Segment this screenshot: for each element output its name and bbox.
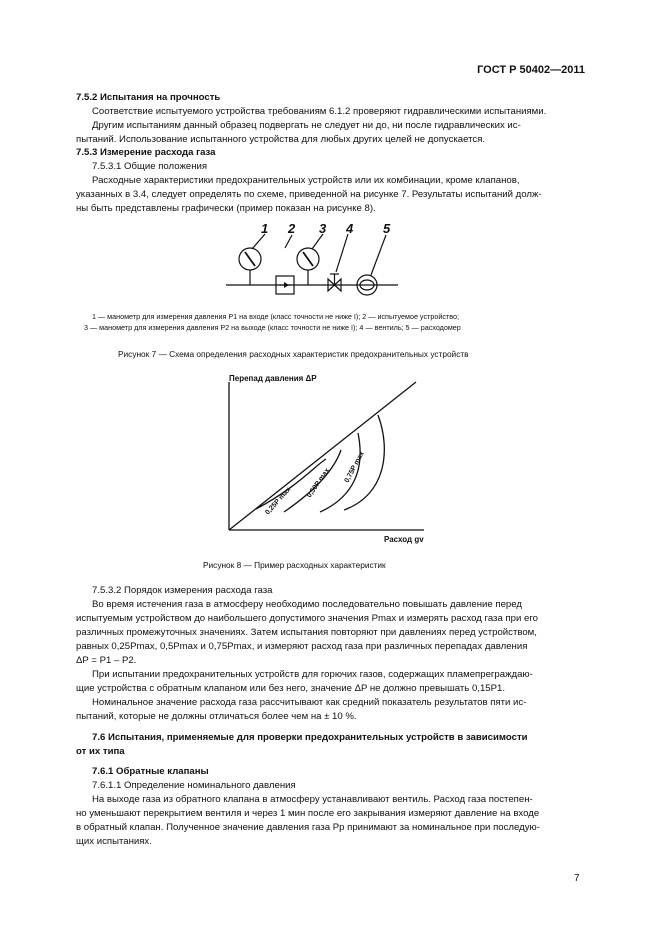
figure-7-legend-line: 3 — манометр для измерения давления P2 на выходе (класс точности не ниже I); 4 — вентиль; 5 — расходомер xyxy=(84,323,461,332)
section-title-7-5-3: 7.5.3 Измерение расхода газа xyxy=(76,147,216,158)
figure-7-legend-line: 1 — манометр для измерения давления P1 на входе (класс точности не ниже I); 2 — испытуемое устройство; xyxy=(92,312,459,321)
figure-7-label-3: 3 xyxy=(319,222,327,236)
section-title-7-6-1: 7.6.1 Обратные клапаны xyxy=(92,766,209,777)
section-title-7-5-2: 7.5.2 Испытания на прочность xyxy=(76,92,221,103)
paragraph-line: На выходе газа из обратного клапана в атмосферу устанавливают вентиль. Расход газа постепен- xyxy=(92,794,533,805)
figure-8-curve-label: 0,50P max xyxy=(305,467,332,500)
paragraph-line: Другим испытаниям данный образец подвергать не следует ни до, ни после гидравлических ис- xyxy=(92,120,521,131)
paragraph-line: Расходные характеристики предохранительных устройств или их комбинации, кроме клапанов, xyxy=(92,175,520,186)
figure-7-caption: Рисунок 7 — Схема определения расходных характеристик предохранительных устройств xyxy=(118,349,469,359)
figure-7-label-4: 4 xyxy=(346,222,354,236)
figure-8-x-label: Расход gv xyxy=(384,535,424,544)
paragraph-line: пытаний. Использование испытанного устройства для любых других целей не допускается. xyxy=(76,134,486,145)
paragraph-line: При испытании предохранительных устройств для горючих газов, содержащих пламепреграждаю- xyxy=(92,669,533,680)
subsection-title-7-5-3-2: 7.5.3.2 Порядок измерения расхода газа xyxy=(92,585,273,596)
subsection-title-7-6-1-1: 7.6.1.1 Определение номинального давления xyxy=(92,780,296,791)
figure-8-chart xyxy=(216,370,446,545)
paragraph-line: ΔP = P1 – P2. xyxy=(76,655,137,666)
paragraph-line: различных промежуточных значениях. Затем испытания повторяют при давлениях перед устройством, xyxy=(76,627,537,638)
figure-7-label-5: 5 xyxy=(383,222,391,236)
paragraph-line: Во время истечения газа в атмосферу необходимо последовательно повышать давление перед xyxy=(92,599,522,610)
paragraph-line: щих испытаниях. xyxy=(76,836,152,847)
figure-7-diagram xyxy=(220,222,410,302)
document-header: ГОСТ Р 50402—2011 xyxy=(477,64,585,76)
paragraph-line: испытуемым устройством до наибольшего допустимого значения Pmax и измерять расход газа при его xyxy=(76,613,538,624)
figure-7-label-2: 2 xyxy=(288,222,296,236)
subsection-title-7-5-3-1: 7.5.3.1 Общие положения xyxy=(92,161,208,172)
paragraph-line: Соответствие испытуемого устройства требованиям 6.1.2 проверяют гидравлическими испытаниями. xyxy=(92,106,547,117)
curve-0-50pmax xyxy=(284,450,341,512)
curve-pmax xyxy=(344,415,384,510)
paragraph-line: но уменьшают перекрытием вентиля и через 1 мин после его закрывания измеряют давление на входе xyxy=(76,808,540,819)
paragraph-line: Номинальное значение расхода газа рассчитывают как средний показатель результатов пяти ис- xyxy=(92,697,527,708)
paragraph-line: щие устройства с обратным клапаном или без него, значение ΔP не должно превышать 0,15P1. xyxy=(76,683,506,694)
section-title-7-6: 7.6 Испытания, применяемые для проверки предохранительных устройств в зависимости xyxy=(92,732,528,743)
figure-8-curve-label: 0,75P max xyxy=(343,450,366,484)
figure-8-curve-label: 0,25P max xyxy=(264,486,293,517)
page-number: 7 xyxy=(574,873,580,884)
paragraph-line: в обратный клапан. Полученное значение давления газа Pp принимают за номинальное при последую- xyxy=(76,822,540,833)
section-title-7-6-cont: от их типа xyxy=(76,746,125,757)
paragraph-line: равных 0,25Pmax, 0,5Pmax и 0,75Pmax, и измеряют расход газа при различных перепадах давления xyxy=(76,641,528,652)
paragraph-line: пытаний, которые не должны отличаться более чем на ± 10 %. xyxy=(76,711,357,722)
figure-7-label-1: 1 xyxy=(261,222,269,236)
figure-8-caption: Рисунок 8 — Пример расходных характеристик xyxy=(203,560,386,570)
paragraph-line: ны быть представлены графически (пример показан на рисунке 8). xyxy=(76,203,376,214)
figure-8-y-label: Перепад давления ΔP xyxy=(229,374,317,383)
paragraph-line: указанных в 3.4, следует определять по схеме, приведенной на рисунке 7. Результаты испытаний долж- xyxy=(76,189,542,200)
